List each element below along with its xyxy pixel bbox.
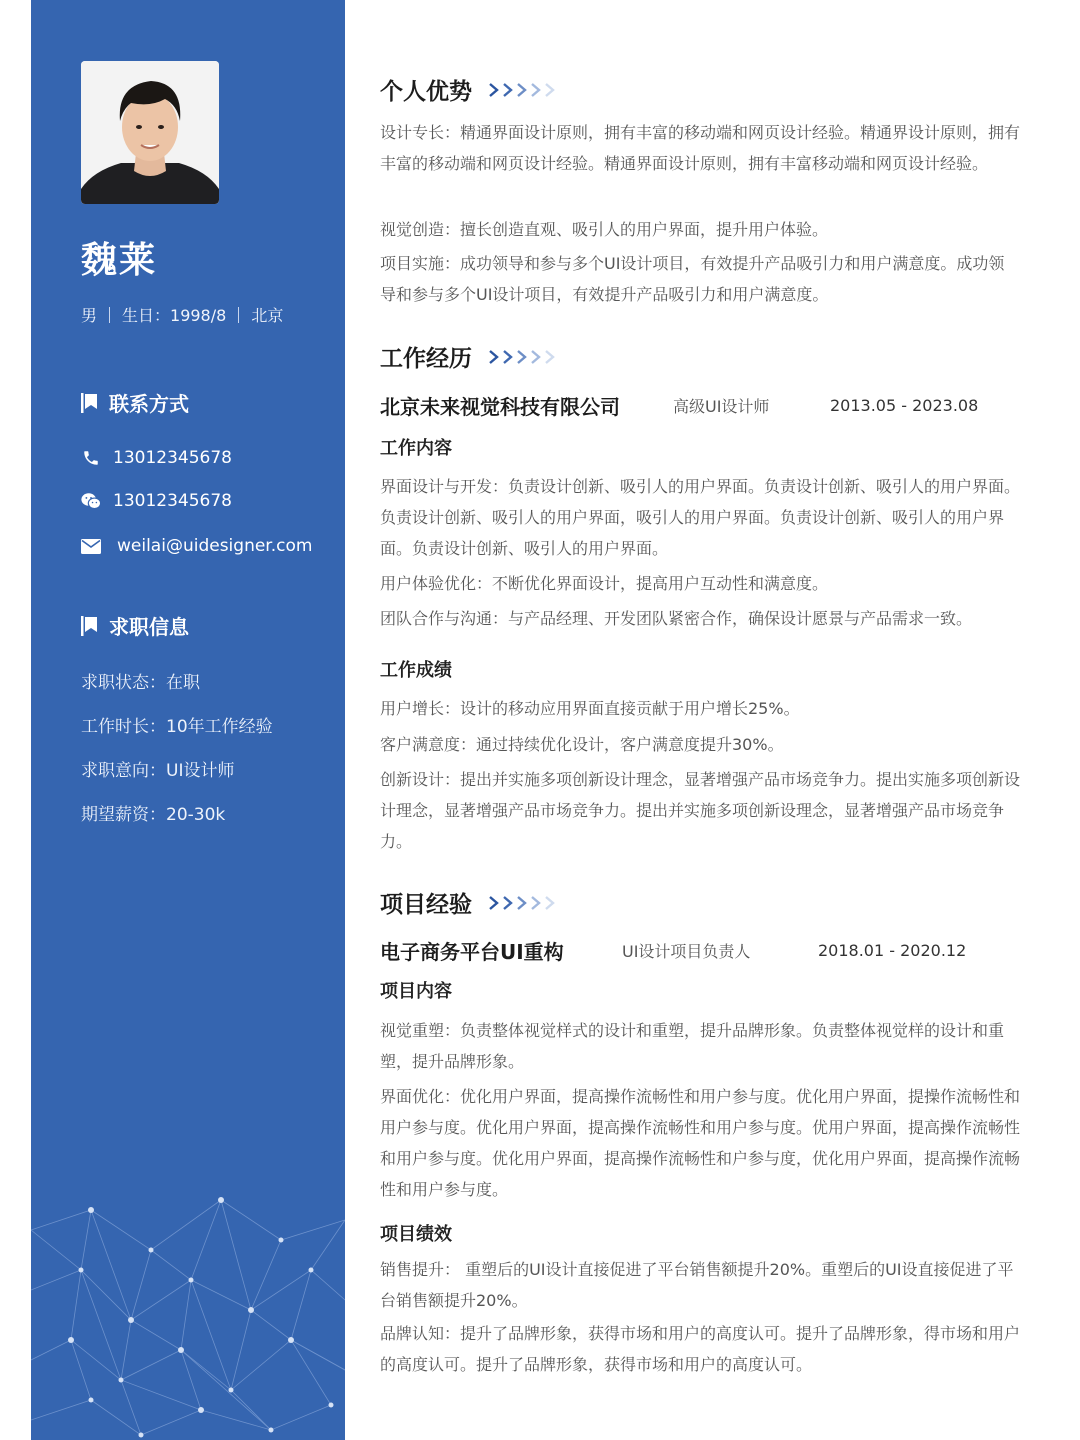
job-status: 求职状态：在职 — [81, 673, 200, 693]
bookmark-icon — [81, 616, 97, 636]
advantage-projects: 项目实施：成功领导和参与多个UI设计项目，有效提升产品吸引力和用户满意度。成功领导和参与多个UI设计项目，有效提升产品吸引力和用户满意度。 — [380, 254, 1005, 304]
project-result-sales: 销售提升： 重塑后的UI设计直接促进了平台销售额提升20%。重塑后的UI设直接促进了平台销售额提升20%。 — [380, 1260, 1014, 1310]
work-content-team: 团队合作与沟通：与产品经理、开发团队紧密合作，确保设计愿景与产品需求一致。 — [380, 609, 973, 628]
chevrons-icon — [488, 893, 560, 913]
contact-heading-label: 联系方式 — [109, 392, 189, 416]
contact-heading — [81, 388, 189, 417]
work-years: 工作时长：10年工作经验 — [81, 717, 273, 737]
job-intention: 求职意向：UI设计师 — [81, 761, 235, 781]
company-name: 北京未来视觉科技有限公司 — [380, 394, 620, 419]
project-content-ui: 界面优化：优化用户界面，提高操作流畅性和用户参与度。优化用户界面，提操作流畅性和用户参与度。优化用户界面，提高操作流畅性和用户参与度。优用户界面，提高操作流畅性和用户参与度。优化用户界面，提高操作流畅性和户参与度，优化用户界面，提高操作流畅性和用户参与度。 — [380, 1087, 1021, 1199]
project-entry-header — [380, 937, 1020, 963]
mail-icon — [81, 536, 101, 556]
work-title: 工作经历 — [380, 346, 472, 372]
phone-row — [81, 448, 232, 468]
work-entry-header — [380, 392, 1020, 418]
email-row — [81, 536, 312, 556]
chevrons-icon — [488, 80, 560, 100]
project-dates: 2018.01 - 2020.12 — [818, 940, 967, 960]
job-info-heading — [81, 611, 189, 640]
gender: 男 — [81, 306, 98, 325]
divider — [238, 307, 239, 323]
basic-info — [81, 303, 283, 326]
bookmark-icon — [81, 393, 97, 413]
phone-icon — [81, 448, 101, 468]
project-results-title: 项目绩效 — [380, 1224, 452, 1245]
wechat-icon — [81, 491, 101, 511]
phone-number[interactable]: 13012345678 — [113, 448, 232, 468]
work-result-growth: 用户增长：设计的移动应用界面直接贡献于用户增长25%。 — [380, 699, 800, 718]
expected-salary: 期望薪资：20-30k — [81, 805, 226, 825]
project-result-brand: 品牌认知：提升了品牌形象，获得市场和用户的高度认可。提升了品牌形象，得市场和用户的高度认可。提升了品牌形象，获得市场和用户的高度认可。 — [380, 1324, 1021, 1374]
project-content-title: 项目内容 — [380, 981, 452, 1002]
work-content-title: 工作内容 — [380, 438, 452, 459]
divider — [109, 307, 110, 323]
sidebar — [31, 0, 345, 1440]
work-content-design: 界面设计与开发：负责设计创新、吸引人的用户界面。负责设计创新、吸引人的用户界面。负责设计创新、吸引人的用户界面，吸引人的用户界面。负责设计创新、吸引人的用户界面。负责设计创新、吸引人的用户界面。 — [380, 477, 1021, 558]
email-address[interactable]: weilai@uidesigner.com — [117, 536, 313, 556]
project-name: 电子商务平台UI重构 — [380, 939, 564, 964]
project-role: UI设计项目负责人 — [622, 941, 751, 961]
advantage-visual: 视觉创造：擅长创造直观、吸引人的用户界面，提升用户体验。 — [380, 220, 829, 239]
advantage-design: 设计专长：精通界面设计原则，拥有丰富的移动端和网页设计经验。精通界设计原则，拥有丰富的移动端和网页设计经验。精通界面设计原则，拥有丰富移动端和网页设计经验。 — [380, 123, 1021, 173]
advantages-title: 个人优势 — [380, 79, 472, 105]
work-results-title: 工作成绩 — [380, 660, 452, 681]
job-info-heading-label: 求职信息 — [109, 615, 189, 639]
profile-photo — [81, 61, 219, 204]
birthday: 生日：1998/8 — [122, 306, 227, 325]
network-pattern — [31, 1190, 345, 1440]
project-title: 项目经验 — [380, 892, 472, 918]
work-result-innovation: 创新设计：提出并实施多项创新设计理念，显著增强产品市场竞争力。提出实施多项创新设计理念，显著增强产品市场竞争力。提出并实施多项创新设理念，显著增强产品市场竞争力。 — [380, 770, 1021, 851]
job-dates: 2013.05 - 2023.08 — [830, 395, 979, 415]
project-content-visual: 视觉重塑：负责整体视觉样式的设计和重塑，提升品牌形象。负责整体视觉样的设计和重塑，提升品牌形象。 — [380, 1021, 1005, 1071]
wechat-id[interactable]: 13012345678 — [113, 491, 232, 511]
avatar — [81, 61, 219, 204]
section-title-advantages — [380, 73, 560, 106]
wechat-row — [81, 491, 232, 511]
city: 北京 — [251, 306, 284, 325]
section-title-project — [380, 886, 560, 919]
work-result-satisfaction: 客户满意度：通过持续优化设计，客户满意度提升30%。 — [380, 735, 784, 754]
work-content-ux: 用户体验优化：不断优化界面设计，提高用户互动性和满意度。 — [380, 574, 829, 593]
chevrons-icon — [488, 347, 560, 367]
section-title-work — [380, 340, 560, 373]
job-role: 高级UI设计师 — [673, 396, 770, 416]
candidate-name: 魏莱 — [81, 240, 158, 281]
